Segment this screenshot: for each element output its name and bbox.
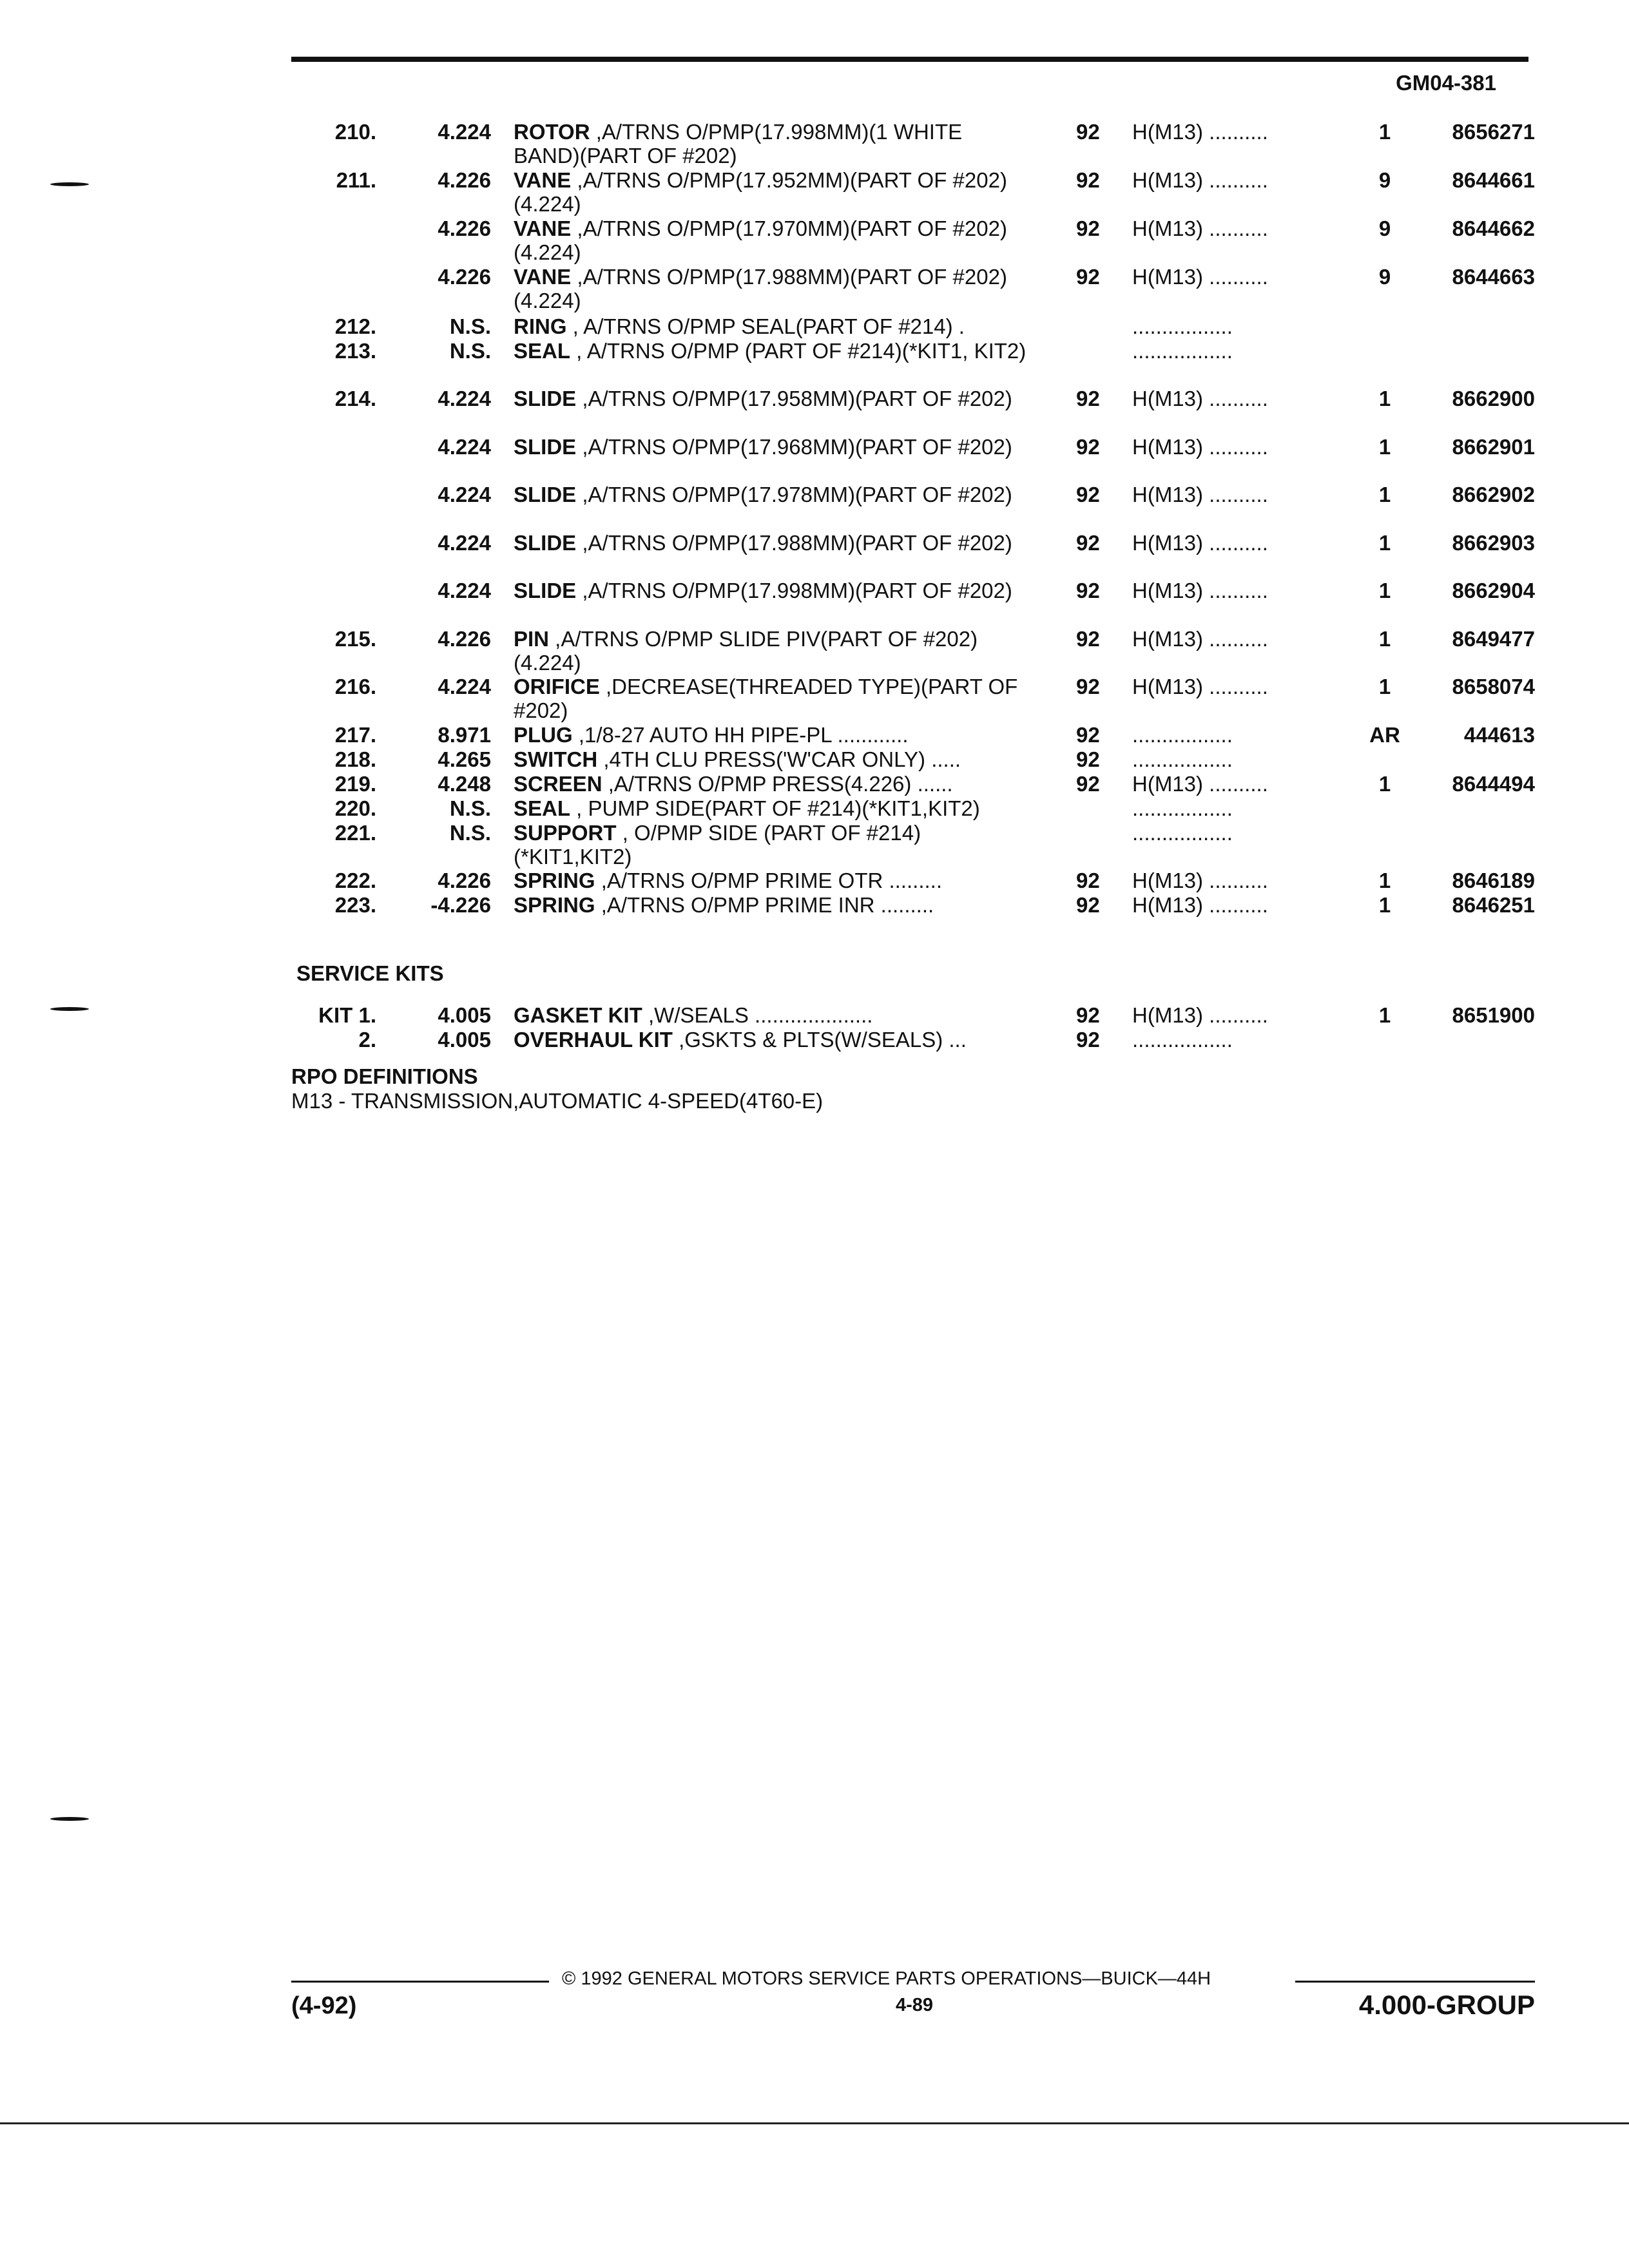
group-number: N.S. <box>449 314 491 338</box>
usage-code: H(M13) .......... <box>1132 435 1268 459</box>
part-detail: ,A/TRNS O/PMP PRIME INR ......... <box>595 893 934 917</box>
service-kits-title: SERVICE KITS <box>296 961 444 985</box>
usage-code: H(M13) .......... <box>1132 1003 1268 1027</box>
part-name: SPRING <box>514 893 595 917</box>
part-description <box>514 675 1029 722</box>
part-name: SLIDE <box>514 483 577 506</box>
ref-number: 213. <box>334 339 376 363</box>
binder-mark <box>50 182 89 186</box>
part-description <box>514 435 1029 459</box>
ref-number: 221. <box>334 821 376 845</box>
group-number: 4.248 <box>438 772 491 796</box>
ref-number: 214. <box>334 387 376 410</box>
model-year: 92 <box>1076 869 1100 892</box>
footer-rule-right <box>1295 1981 1535 1983</box>
part-description <box>514 120 1029 168</box>
part-name: SUPPORT <box>514 821 617 845</box>
part-number: 8662901 <box>1452 435 1535 459</box>
ref-number: 220. <box>334 796 376 820</box>
part-number: 8662902 <box>1452 483 1535 506</box>
quantity: 1 <box>1378 483 1391 506</box>
part-detail: ,A/TRNS O/PMP(17.952MM)(PART OF #202)(4.224) <box>514 168 1007 216</box>
rpo-definitions-title: RPO DEFINITIONS <box>291 1064 478 1088</box>
part-number: 8662903 <box>1452 531 1535 555</box>
ref-number: 215. <box>334 627 376 651</box>
footer-rule-left <box>291 1981 549 1983</box>
part-description <box>514 796 1029 820</box>
part-detail: , A/TRNS O/PMP SEAL(PART OF #214) . <box>566 314 965 338</box>
usage-code: ................. <box>1132 796 1233 820</box>
group-number: 4.226 <box>438 168 491 192</box>
part-description <box>514 216 1029 264</box>
footer-group: 4.000-GROUP <box>1358 1990 1535 2020</box>
part-detail: ,A/TRNS O/PMP(17.988MM)(PART OF #202) <box>576 531 1012 555</box>
group-number: -4.226 <box>430 893 491 917</box>
model-year: 92 <box>1076 120 1100 144</box>
footer-page-number: 4-89 <box>896 1995 934 2015</box>
model-year: 92 <box>1076 893 1100 917</box>
part-number: 8662904 <box>1452 579 1535 602</box>
part-detail: ,A/TRNS O/PMP PRIME OTR ......... <box>595 869 942 892</box>
part-name: GASKET KIT <box>514 1003 642 1027</box>
usage-code: H(M13) .......... <box>1132 265 1268 289</box>
model-year: 92 <box>1076 723 1100 747</box>
part-name: SLIDE <box>514 531 577 555</box>
group-number: 4.224 <box>438 531 491 555</box>
part-description <box>514 339 1029 363</box>
part-description <box>514 265 1029 312</box>
group-number: 4.226 <box>438 869 491 892</box>
model-year: 92 <box>1076 1028 1100 1052</box>
model-year: 92 <box>1076 265 1100 289</box>
bottom-edge-rule <box>0 2122 1629 2124</box>
usage-code: H(M13) .......... <box>1132 893 1268 917</box>
binder-mark <box>50 1007 89 1011</box>
part-description <box>514 893 1029 917</box>
part-description <box>514 579 1029 602</box>
part-number: 8656271 <box>1452 120 1535 144</box>
ref-number: 212. <box>334 314 376 338</box>
quantity: 1 <box>1378 627 1391 651</box>
usage-code: H(M13) .......... <box>1132 531 1268 555</box>
ref-number: 2. <box>358 1028 376 1052</box>
ref-number: 211. <box>336 168 376 192</box>
quantity: 1 <box>1378 675 1391 698</box>
part-number: 8644663 <box>1452 265 1535 289</box>
part-detail: ,A/TRNS O/PMP(17.978MM)(PART OF #202) <box>576 483 1012 506</box>
part-name: VANE <box>514 265 572 289</box>
part-name: SWITCH <box>514 747 598 771</box>
quantity: 9 <box>1378 265 1391 289</box>
part-detail: , PUMP SIDE(PART OF #214)(*KIT1,KIT2) <box>570 796 980 820</box>
usage-code: H(M13) .......... <box>1132 216 1268 240</box>
usage-code: H(M13) .......... <box>1132 627 1268 651</box>
part-description <box>514 772 1029 796</box>
part-description <box>514 1003 1029 1027</box>
part-number: 8646189 <box>1452 869 1535 892</box>
part-description <box>514 869 1029 892</box>
part-description <box>514 723 1029 747</box>
part-name: ORIFICE <box>514 675 600 698</box>
usage-code: ................. <box>1132 747 1233 771</box>
part-name: SLIDE <box>514 435 577 459</box>
group-number: 4.226 <box>438 265 491 289</box>
usage-code: H(M13) .......... <box>1132 772 1268 796</box>
usage-code: ................. <box>1132 821 1233 845</box>
ref-number: 217. <box>334 723 376 747</box>
part-name: OVERHAUL KIT <box>514 1028 673 1052</box>
ref-number: 218. <box>334 747 376 771</box>
part-detail: ,A/TRNS O/PMP(17.968MM)(PART OF #202) <box>576 435 1012 459</box>
part-name: SEAL <box>514 796 571 820</box>
group-number: 4.226 <box>438 627 491 651</box>
usage-code: H(M13) .......... <box>1132 387 1268 410</box>
model-year: 92 <box>1076 435 1100 459</box>
footer-copyright: © 1992 GENERAL MOTORS SERVICE PARTS OPERATIONS—BUICK—44H <box>562 1968 1211 1989</box>
usage-code: ................. <box>1132 314 1233 338</box>
part-number: 8644662 <box>1452 216 1535 240</box>
group-number: 4.224 <box>438 579 491 602</box>
part-number: 8644661 <box>1452 168 1535 192</box>
part-description <box>514 314 1029 338</box>
group-number: 4.224 <box>438 120 491 144</box>
part-number: 8649477 <box>1452 627 1535 651</box>
part-number: 8646251 <box>1452 893 1535 917</box>
ref-number: KIT 1. <box>318 1003 376 1027</box>
part-description <box>514 168 1029 216</box>
part-number: 444613 <box>1463 723 1535 747</box>
model-year: 92 <box>1076 1003 1100 1027</box>
quantity: 1 <box>1378 772 1391 796</box>
model-year: 92 <box>1076 772 1100 796</box>
group-number: 4.224 <box>438 387 491 410</box>
part-detail: ,A/TRNS O/PMP SLIDE PIV(PART OF #202) (4.224) <box>514 627 978 675</box>
usage-code: H(M13) .......... <box>1132 869 1268 892</box>
quantity: 1 <box>1378 869 1391 892</box>
part-detail: ,A/TRNS O/PMP(17.988MM)(PART OF #202)(4.224) <box>514 265 1007 312</box>
part-detail: ,W/SEALS .................... <box>642 1003 873 1027</box>
usage-code: H(M13) .......... <box>1132 168 1268 192</box>
part-name: VANE <box>514 168 572 192</box>
quantity: 1 <box>1378 531 1391 555</box>
part-description <box>514 387 1029 410</box>
part-description <box>514 747 1029 771</box>
quantity: 1 <box>1378 120 1391 144</box>
quantity: 9 <box>1378 216 1391 240</box>
model-year: 92 <box>1076 216 1100 240</box>
part-description <box>514 1028 1029 1052</box>
part-name: RING <box>514 314 567 338</box>
usage-code: H(M13) .......... <box>1132 483 1268 506</box>
rpo-definition-line: M13 - TRANSMISSION,AUTOMATIC 4-SPEED(4T60-E) <box>291 1089 824 1113</box>
group-number: 4.224 <box>438 675 491 698</box>
footer-date: (4-92) <box>291 1992 357 2019</box>
quantity: 1 <box>1378 435 1391 459</box>
part-detail: ,A/TRNS O/PMP(17.958MM)(PART OF #202) <box>576 387 1012 410</box>
part-detail: ,GSKTS & PLTS(W/SEALS) ... <box>672 1028 967 1052</box>
group-number: 4.224 <box>438 435 491 459</box>
ref-number: 210. <box>334 120 376 144</box>
group-number: 4.224 <box>438 483 491 506</box>
part-name: VANE <box>514 216 572 240</box>
top-rule <box>291 57 1528 62</box>
page-code: GM04-381 <box>1396 71 1496 95</box>
ref-number: 223. <box>334 893 376 917</box>
part-number: 8662900 <box>1452 387 1535 410</box>
part-name: SLIDE <box>514 579 577 602</box>
part-detail: ,1/8-27 AUTO HH PIPE-PL ............ <box>572 723 909 747</box>
part-description <box>514 821 1029 869</box>
part-number: 8658074 <box>1452 675 1535 698</box>
binder-mark <box>50 1817 89 1821</box>
ref-number: 219. <box>334 772 376 796</box>
group-number: 4.226 <box>438 216 491 240</box>
model-year: 92 <box>1076 627 1100 651</box>
part-name: SCREEN <box>514 772 602 796</box>
model-year: 92 <box>1076 168 1100 192</box>
part-name: PLUG <box>514 723 573 747</box>
model-year: 92 <box>1076 387 1100 410</box>
part-detail: , O/PMP SIDE (PART OF #214) (*KIT1,KIT2) <box>514 821 921 869</box>
quantity: 1 <box>1378 1003 1391 1027</box>
part-name: SEAL <box>514 339 571 363</box>
part-name: PIN <box>514 627 550 651</box>
part-number: 8651900 <box>1452 1003 1535 1027</box>
ref-number: 216. <box>334 675 376 698</box>
quantity: 1 <box>1378 579 1391 602</box>
part-detail: , A/TRNS O/PMP (PART OF #214)(*KIT1, KIT2) <box>570 339 1027 363</box>
part-name: ROTOR <box>514 120 590 144</box>
quantity: AR <box>1369 723 1400 747</box>
part-detail: ,A/TRNS O/PMP(17.998MM)(PART OF #202) <box>576 579 1012 602</box>
part-detail: ,A/TRNS O/PMP(17.998MM)(1 WHITE BAND)(PART OF #202) <box>514 120 963 168</box>
usage-code: ................. <box>1132 723 1233 747</box>
ref-number: 222. <box>334 869 376 892</box>
part-name: SPRING <box>514 869 595 892</box>
group-number: 8.971 <box>438 723 491 747</box>
usage-code: H(M13) .......... <box>1132 120 1268 144</box>
part-number: 8644494 <box>1452 772 1535 796</box>
group-number: N.S. <box>449 796 491 820</box>
part-detail: ,4TH CLU PRESS('W'CAR ONLY) ..... <box>597 747 961 771</box>
quantity: 1 <box>1378 387 1391 410</box>
group-number: 4.265 <box>438 747 491 771</box>
part-name: SLIDE <box>514 387 577 410</box>
quantity: 9 <box>1378 168 1391 192</box>
part-description <box>514 531 1029 555</box>
model-year: 92 <box>1076 579 1100 602</box>
group-number: 4.005 <box>438 1028 491 1052</box>
usage-code: ................. <box>1132 1028 1233 1052</box>
usage-code: H(M13) .......... <box>1132 579 1268 602</box>
model-year: 92 <box>1076 675 1100 698</box>
quantity: 1 <box>1378 893 1391 917</box>
group-number: 4.005 <box>438 1003 491 1027</box>
usage-code: ................. <box>1132 339 1233 363</box>
part-detail: ,A/TRNS O/PMP PRESS(4.226) ...... <box>602 772 953 796</box>
part-description <box>514 483 1029 506</box>
part-detail: ,A/TRNS O/PMP(17.970MM)(PART OF #202)(4.224) <box>514 216 1007 264</box>
group-number: N.S. <box>449 339 491 363</box>
model-year: 92 <box>1076 531 1100 555</box>
model-year: 92 <box>1076 483 1100 506</box>
group-number: N.S. <box>449 821 491 845</box>
model-year: 92 <box>1076 747 1100 771</box>
part-description <box>514 627 1029 675</box>
part-detail: ,DECREASE(THREADED TYPE)(PART OF #202) <box>514 675 1018 722</box>
usage-code: H(M13) .......... <box>1132 675 1268 698</box>
